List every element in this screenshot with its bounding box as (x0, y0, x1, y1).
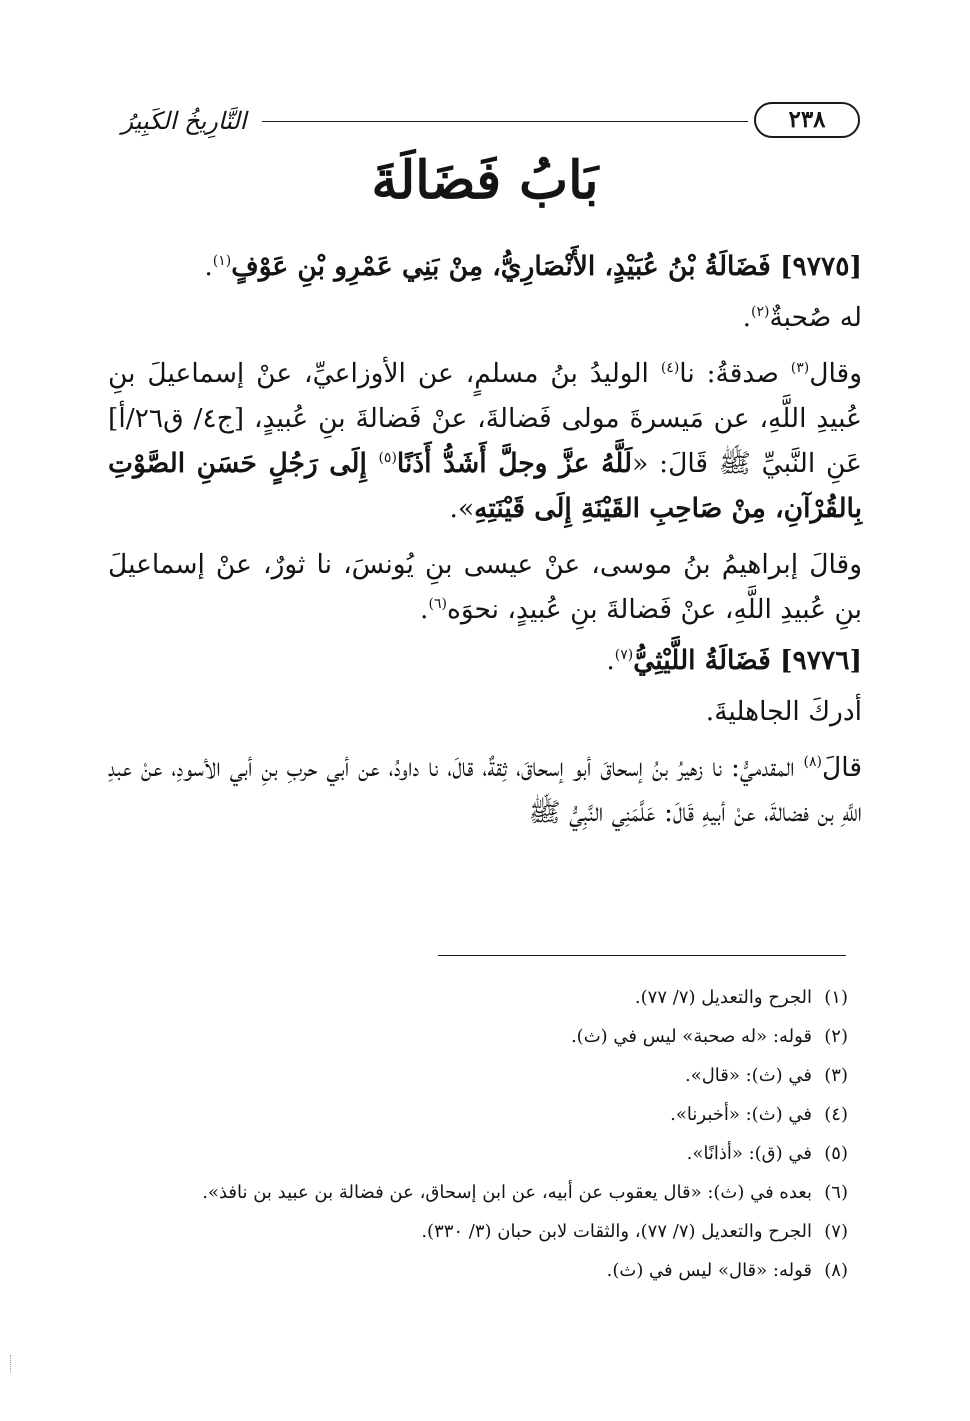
footnote-reference: (٥) (378, 450, 397, 467)
text-run: الوليدُ بنُ مسلمٍ، عن الأوزاعيِّ، عنْ إسماعيلَ بنِ عُبيدِ اللَّهِ، عن مَيسرةَ مولى فَضالةَ، عنْ فَضالةَ بنِ عُبيدٍ، [ج٤/ ق٢٦/أ] عَنِ النَّبيِّ ﷺ قَالَ: « (108, 358, 862, 479)
chapter-title: بَابُ فَضَالَةَ (371, 150, 599, 211)
paragraph (108, 244, 862, 289)
running-title: التَّارِيخُ الكَبِيرُ (121, 107, 247, 135)
text-run: وقال (809, 358, 862, 389)
text-run: وقالَ إبراهيمُ بنُ موسى، عنْ عيسى بنِ يُونسَ، نا ثورٌ، عنْ إسماعيلَ بنِ عُبيدِ اللَّهِ، عنْ فَضالةَ بنِ عُبيدٍ، نحوَه (108, 549, 862, 625)
footnote-item (108, 1063, 848, 1089)
paragraph (108, 638, 862, 683)
footnote-item (108, 1219, 848, 1245)
text-run: . (420, 594, 429, 625)
footnote-number: (٥) (824, 1143, 848, 1164)
text-run: . (606, 645, 615, 676)
footnote-number: (٤) (824, 1104, 848, 1125)
hadith-text: إِلَى رَجُلٍ حَسَنِ الصَّوْتِ بِالقُرْآنِ، مِنْ صَاحِبِ القَيْنَةِ إِلَى قَيْنَتِهِ (108, 448, 862, 524)
text-run: له صُحبةٌ (769, 302, 862, 333)
text-run: . (742, 302, 751, 333)
footnote-item (108, 1141, 848, 1167)
paragraph (108, 295, 862, 340)
footnote-reference: (٢) (751, 304, 770, 321)
page-header (110, 98, 860, 144)
footnote-item (108, 1102, 848, 1128)
footnote-reference: (٦) (428, 596, 447, 613)
text-run: قالَ (822, 752, 862, 783)
footnote-text: في (ث): «قال». (684, 1065, 812, 1086)
footnote-number: (٧) (824, 1221, 848, 1242)
footnote-reference: (٧) (614, 647, 634, 664)
footnote-separator (438, 955, 846, 956)
page-number-badge: ٢٣٨ (754, 102, 860, 138)
paragraph (108, 745, 862, 835)
hadith-text: لَلَّهُ عزَّ وجلَّ أَشَدُّ أَذَنًا (396, 448, 633, 479)
footnote-number: (٨) (824, 1260, 848, 1281)
footnote-reference: (١) (212, 253, 232, 270)
footnote-item (108, 1024, 848, 1050)
footnote-number: (١) (824, 987, 848, 1008)
footnote-text: في (ث): «أخبرنا». (670, 1104, 812, 1125)
text-run: المقدميُّ: نا زهيرُ بنُ إسحاقَ أبو إسحاقَ، ثِقةٌ، قالَ، نا داودُ، عن أبي حربِ بنِ أبي الأسودِ، عنْ عبدِ اللَّهِ بن فضالةَ، عنْ أبيهِ قَالَ: عَلَّمَنِي النَّبِيُّ ﷺ (108, 752, 862, 828)
paragraph (108, 689, 862, 734)
footnote-text: قوله: «قال» ليس في (ث). (606, 1260, 812, 1281)
footnote-text: قوله: «له صحبة» ليس في (ث). (570, 1026, 812, 1047)
footnote-item (108, 1258, 848, 1284)
paragraph (108, 351, 862, 531)
text-run: أدركَ الجاهليةَ. (705, 696, 862, 727)
scan-edge-mark (10, 1355, 13, 1373)
footnote-number: (٣) (824, 1065, 848, 1086)
main-text (108, 244, 862, 846)
footnote-text: في (ق): «أذانًا». (686, 1143, 812, 1164)
footnote-reference: (٣) (790, 360, 810, 377)
footnote-text: بعده في (ث): «قال يعقوب عن أبيه، عن ابن إسحاق، عن فضالة بن عبيد بن نافذ». (202, 1182, 812, 1203)
footnote-item (108, 1180, 848, 1206)
footnote-text: الجرح والتعديل (٧/ ٧٧). (634, 987, 812, 1008)
header-rule (262, 121, 748, 122)
footnotes-list (108, 985, 848, 1297)
entry-heading: [٩٧٧٥] فَضَالَةُ بْنُ عُبَيْدٍ، الأَنْصَارِيُّ، مِنْ بَنِي عَمْرِو بْنِ عَوْفٍ (231, 251, 862, 282)
text-run: ». (449, 493, 475, 524)
text-run: . (204, 251, 213, 282)
paragraph (108, 542, 862, 632)
footnote-item (108, 985, 848, 1011)
entry-heading: [٩٧٧٦] فَضَالَةُ اللَّيْثِيُّ (633, 645, 862, 676)
footnote-reference: (٤) (660, 360, 680, 377)
footnote-number: (٦) (824, 1182, 848, 1203)
footnote-reference: (٨) (803, 754, 822, 771)
text-run: صدقةُ: نا (679, 358, 791, 389)
footnote-text: الجرح والتعديل (٧/ ٧٧)، والثقات لابن حبان (٣/ ٣٣٠). (421, 1221, 812, 1242)
footnote-number: (٢) (824, 1026, 848, 1047)
